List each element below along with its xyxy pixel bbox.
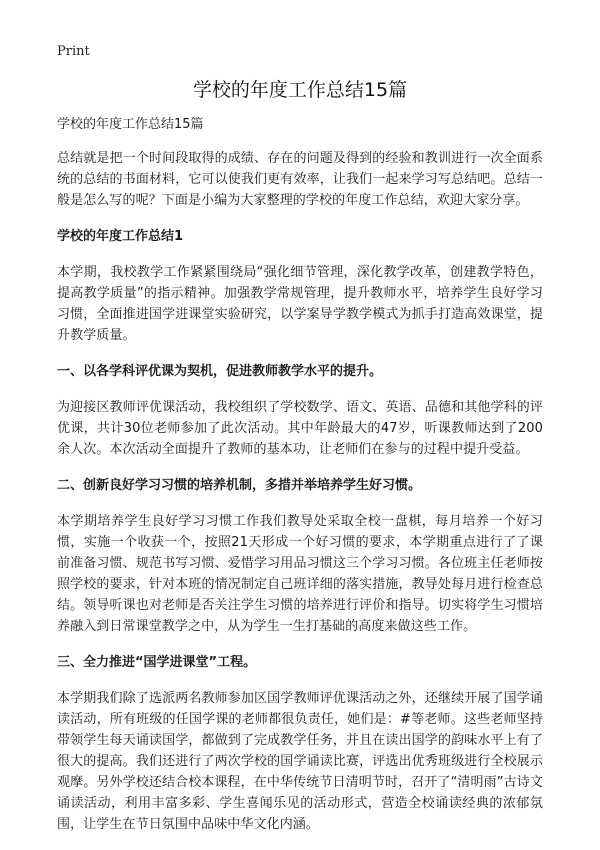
paragraph-1: 本学期，我校教学工作紧紧围绕局“强化细节管理，深化教学改革，创建教学特色，提高教学质量”的指示精神。加强教学常规管理，提升教师水平，培养学生良好学习习惯，全面推进国学进课堂实验研究，以学案导学教学模式为抓手打造高效课堂，提升教学质量。 [57, 265, 543, 343]
section-title: 学校的年度工作总结1 [57, 229, 184, 244]
page-title: 学校的年度工作总结15篇 [192, 79, 408, 101]
paragraph-2: 为迎接区教师评优课活动，我校组织了学校数学、语文、英语、品德和其他学科的评优课，共计30位老师参加了此次活动。其中年龄最大的47岁，听课教师达到了200余人次。本次活动全面提升了教师的基本功，让老师们在参与的过程中提升受益。 [57, 400, 543, 457]
document-subtitle: 学校的年度工作总结15篇 [57, 117, 204, 132]
document-page [57, 78, 543, 850]
print-link[interactable]: Print [57, 44, 90, 59]
intro-paragraph: 总结就是把一个时间段取得的成绩、存在的问题及得到的经验和教训进行一次全面系统的总结的书面材料，它可以使我们更有效率，让我们一起来学习写总结吧。总结一般是怎么写的呢？下面是小编为大家整理的学校的年度工作总结，欢迎大家分享。 [57, 151, 543, 208]
heading-2: 二、创新良好学习习惯的培养机制，多措并举培养学生好习惯。 [57, 478, 422, 493]
paragraph-3: 本学期培养学生良好学习习惯工作我们教导处采取全校一盘棋，每月培养一个好习惯，实施一个收获一个，按照21天形成一个好习惯的要求，本学期重点进行了了课前准备习惯、规范书写习惯、爱惜学习用品习惯这三个学习习惯。各位班主任老师按照学校的要求，针对本班的情况制定自己班详细的落实措施，教导处每月进行检查总结。领导听课也对老师是否关注学生习惯的培养进行评价和指导。切实将学生习惯培养融入到日常课堂教学之中，从为学生一生打基础的高度来做这些工作。 [57, 514, 543, 634]
paragraph-4: 本学期我们除了选派两名教师参加区国学教师评优课活动之外，还继续开展了国学诵读活动，所有班级的任国学课的老师都很负责任，她们是：#等老师。这些老师坚持带领学生每天诵读国学，都做到了完成教学任务，并且在读出国学的韵味水平上有了很大的提高。我们还进行了两次学校的国学诵读比赛，评选出优秀班级进行全校展示观摩。另外学校还结合校本课程，在中华传统节日清明节时，召开了“清明雨”古诗文诵读活动，利用丰富多彩、学生喜闻乐见的活动形式，营造全校诵读经典的浓郁氛围，让学生在节日氛围中品味中华文化内涵。 [57, 691, 543, 832]
heading-3: 三、全力推进“国学进课堂”工程。 [57, 655, 257, 670]
heading-1: 一、以各学科评优课为契机，促进教师教学水平的提升。 [57, 364, 383, 379]
